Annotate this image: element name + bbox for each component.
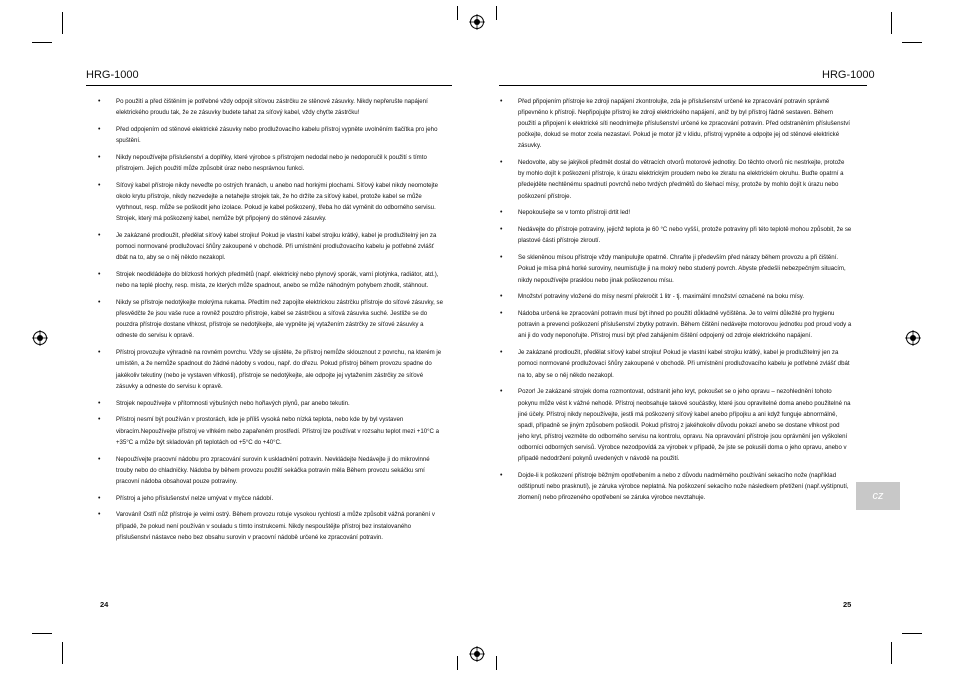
crop-mark <box>457 656 458 670</box>
list-item: • Je zakázané prodloužit, předělat síťový kabel strojku! Pokud je vlastní kabel strojku krátký, kabel je prodlužitelný jen za pomoci normované prodlužovací šňůry zakoupené v obchodě. Při umístnění prodlužovacího kabelu je potřebné zvlášť dbát na to, aby se o něj někdo nezakopl. <box>500 347 852 380</box>
list-item: • Pozor! Je zakázané strojek doma rozmontovat, odstranit jeho kryt, pokoušet se o jeho opravu – nezohlednění tohoto pokynu může vést k vážné nehodě. Přístroj neobsahuje takové součástky, které jsou opravitelné doma anebo použitelné na jiné účely. Přístroj nikdy nepoužívejte, jestli má poškozený síťový kabel anebo přípojku a ani když funguje abnormálně, spadl, případně se jiným způsobem poškodil. Pokud přístroj z jakéhokoliv důvodu pokazí anebo se dostane vlhkost pod jeho kryt, přístroj vezměte do odborného servisu na kontrolu, opravu. Na opravování přístroje jsou oprávnění jen vyškolení odborníci odborných servisů. Výrobce nezodpovídá za výrobek v případě, že jste se pokusili doma o jeho opravu, anebo v případě nedodržení pokynů uvedených v návodě na použití. <box>500 386 852 464</box>
left-page-body <box>98 96 443 549</box>
list-item: • Množství potraviny vložené do mísy nesmí překročit 1 litr - tj. maximální množství označené na boku mísy. <box>500 291 852 302</box>
list-item: • Nepokoušejte se v tomto přístroji drtit led! <box>500 207 852 218</box>
list-item: • Nedávejte do přístroje potraviny, jejichž teplota je 60 °C nebo vyšší, protože potraviny při této teplotě mohou způsobit, že se plastové části přístroje zkroutí. <box>500 224 852 246</box>
list-item: • Síťový kabel přístroje nikdy neveďte po ostrých hranách, u anebo nad horkými plochami. Síťový kabel nikdy neomotejte okolo krytu přístroje, nikdy nezvedejte a netahejte strojek tak, že ho držíte za síťový kabel, protože kabel se může vytrhnout, resp. může se poškodit jeho izolace. Pokud je kabel poškozený, třeba ho dát vyměnit do odborného servisu. Strojek, který má poškozený kabel, nemůže být připojený do stěnové zásuvky. <box>98 180 443 224</box>
crop-mark <box>32 633 52 634</box>
registration-mark-icon <box>469 646 485 662</box>
header-rule <box>499 85 867 86</box>
list-item: • Varování! Ostří nůž přístroje je velmi ostrý. Během provozu rotuje vysokou rychlostí a může způsobit vážná poranění v případě, že pokud není používán v souladu s tímto instrukcemi. Nikdy nespouštějte přístroj bez instalovaného příslušenství nástavce nebo bez obsahu surovin v pracovní nádobě určené ke zpracování potravin. <box>98 509 443 542</box>
crop-mark <box>62 12 63 34</box>
list-item: • Nikdy nepoužívejte příslušenství a doplňky, které výrobce s přístrojem nedodal nebo je nedoporučil k použití s tímto přístrojem. Jejich použití může způsobit úraz nebo nesprávnou funkci. <box>98 152 443 174</box>
language-tab: cz <box>856 482 900 510</box>
model-name: HRG-1000 <box>822 69 875 81</box>
page-number: 24 <box>100 600 109 609</box>
list-item: • Před odpojením od stěnové elektrické zásuvky nebo prodlužovacího kabelu přístroj vypněte uvolněním tlačítka pro jeho spuštění. <box>98 124 443 146</box>
crop-mark <box>62 642 63 664</box>
safety-instructions-list <box>98 96 443 543</box>
list-item: • Přístroj nesmí být používán v prostorách, kde je příliš vysoká nebo nízká teplota, nebo kde by byl vystaven vibracím.Nepoužívejte přístroj ve vlhkém nebo zapařeném prostředí. Přístroj lze používat v rozsahu teplot mezi +10°C a +35°C a může být skladován při teplotách od +5°C do +40°C. <box>98 414 443 447</box>
registration-mark-icon <box>905 330 921 346</box>
registration-mark-icon <box>469 14 485 30</box>
crop-mark <box>902 633 922 634</box>
crop-mark <box>496 6 497 20</box>
safety-instructions-list <box>500 96 852 503</box>
crop-mark <box>457 6 458 20</box>
crop-mark <box>902 42 922 43</box>
right-page-body <box>500 96 852 509</box>
list-item: • Strojek neodkládejte do blízkosti horkých předmětů (např. elektrický nebo plynový sporák, varní plotýnka, radiátor, atd.), nebo na teplé plochy, resp. místa, ze kterých může spadnout, anebo se může náhodným pohybem zhodit, stáhnout. <box>98 269 443 291</box>
list-item: • Nádoba určená ke zpracování potravin musí být ihned po použití důkladně vyčištěna. Je to velmi důležité pro hygienu potravin a prevenci poškození příslušenství zbytky potravin. Během čištění nedávejte motorovou jednotku pod proud vody a ani ji do vody neponořujte. Přístroj musí být před zahájením čištění odpojený od zdroje elektrického napájení. <box>500 308 852 341</box>
list-item: • Před připojením přístroje ke zdroji napájení zkontrolujte, zda je příslušenství určené ke zpracování potravin správně připevněno k přístroji. Nepřipojujte přístroj ke zdroji elektrického napájení, aniž by byl přístroj řádně sestaven. Během použití a připojení k elektrické síti neodnímejte příslušenství určené ke zpracování potravin. Před odstraněním příslušenství počkejte, dokud se motor zcela nezastaví. Pokud je motor již v klidu, přístroj vypněte a odpojte jej od stěnové elektrické zásuvky. <box>500 96 852 151</box>
header-rule <box>86 85 452 86</box>
crop-mark <box>32 42 52 43</box>
list-item: • Nikdy se přístroje nedotýkejte mokrýma rukama. Předtím než zapojíte elektrickou zástrčku přístroje do síťové zásuvky, se přesvědčte že jsou vaše ruce a rovněž pouzdro přístroje, kabel se zástrčkou a síťová zásuvka suché. Jestliže se do pouzdra přístroje dostane vlhkost, přístroje se nedotýkejte, ale vypněte jej vytažením zástrčky ze síťové zásuvky a odneste do servisu k opravě. <box>98 297 443 341</box>
list-item: • Přístroj provozujte výhradně na rovném povrchu. Vždy se ujistěte, že přístroj nemůže sklouznout z povrchu, na kterém je umístěn, a že nemůže spadnout do žádné nádoby s vodou, např. do dřezu. Pokud přístroj během provozu spadne do jakékoliv tekutiny (nebo je vystaven vlhkosti), přístroje se nedotýkejte, ale odpojte jej vytažením zástrčky ze síťové zásuvky a odneste do servisu k opravě. <box>98 347 443 391</box>
list-item: • Nepoužívejte pracovní nádobu pro zpracování surovin k uskladnění potravin. Nevkládejte Nedávejte ji do mikrovlnné trouby nebo do chladničky. Nádoba by během provozu použití sekáčka potravin měla Během provozu sekáčku smí pracovní nádoba obsahovat pouze potraviny. <box>98 454 443 487</box>
model-name: HRG-1000 <box>86 69 139 81</box>
list-item: • Dojde-li k poškození přístroje běžným opotřebením a nebo z důvodu nadměrného používání sekacího nože (například odštípnutí nebo prasknutí), je záruka výrobce neplatná. Na poškození sekacího nože následkem přetížení (např.vyštípnutí, zlomení) nebo přirozeného opotřebení se záruka výrobce nevztahuje. <box>500 470 852 503</box>
list-item: • Nedovolte, aby se jakýkoli předmět dostal do větracích otvorů motorové jednotky. Do těchto otvorů nic nestrkejte, protože by mohlo dojít k poškození přístroje, k úrazu elektrickým proudem nebo ke zkratu na elektrickém okruhu. Buďte opatrní a předejděte nechtěnému spadnutí povrchů nebo tvrdých předmětů do šlehací mísy, protože by mohlo dojít k úrazu nebo poškození přístroje. <box>500 157 852 201</box>
crop-mark <box>891 642 892 664</box>
list-item: • Po použití a před čištěním je potřebné vždy odpojit síťovou zástrčku ze stěnové zásuvky. Nikdy nepřerušte napájení elektrického proudu tak, že ze zásuvky budete tahat za síťový kabel, vždy chyťte zástrčku! <box>98 96 443 118</box>
crop-mark <box>496 656 497 670</box>
registration-mark-icon <box>32 330 48 346</box>
list-item: • Se skleněnou mísou přístroje vždy manipulujte opatrně. Chraňte ji především před nárazy během provozu a při čištění. Pokud je mísa plná horké suroviny, neumisťujte ji na mokrý nebo studený povrch. Abyste předešli nebezpečným situacím, nikdy nepoužívejte prasklou nebo jinak poškozenou mísu. <box>500 252 852 285</box>
list-item: • Přístroj a jeho příslušenství nelze umývat v myčce nádobí. <box>98 493 443 504</box>
crop-mark <box>891 12 892 34</box>
list-item: • Je zakázané prodloužit, předělat síťový kabel strojku! Pokud je vlastní kabel strojku krátký, kabel je prodlužitelný jen za pomoci normované prodlužovací šňůry zakoupené v obchodě. Při umístnění prodlužovacího kabelu je potřebné zvlášť dbát na to, aby se o něj někdo nezakopl. <box>98 230 443 263</box>
list-item: • Strojek nepoužívejte v přítomnosti výbušných nebo hořlavých plynů, par anebo tekutin. <box>98 398 443 409</box>
page-number: 25 <box>843 600 852 609</box>
